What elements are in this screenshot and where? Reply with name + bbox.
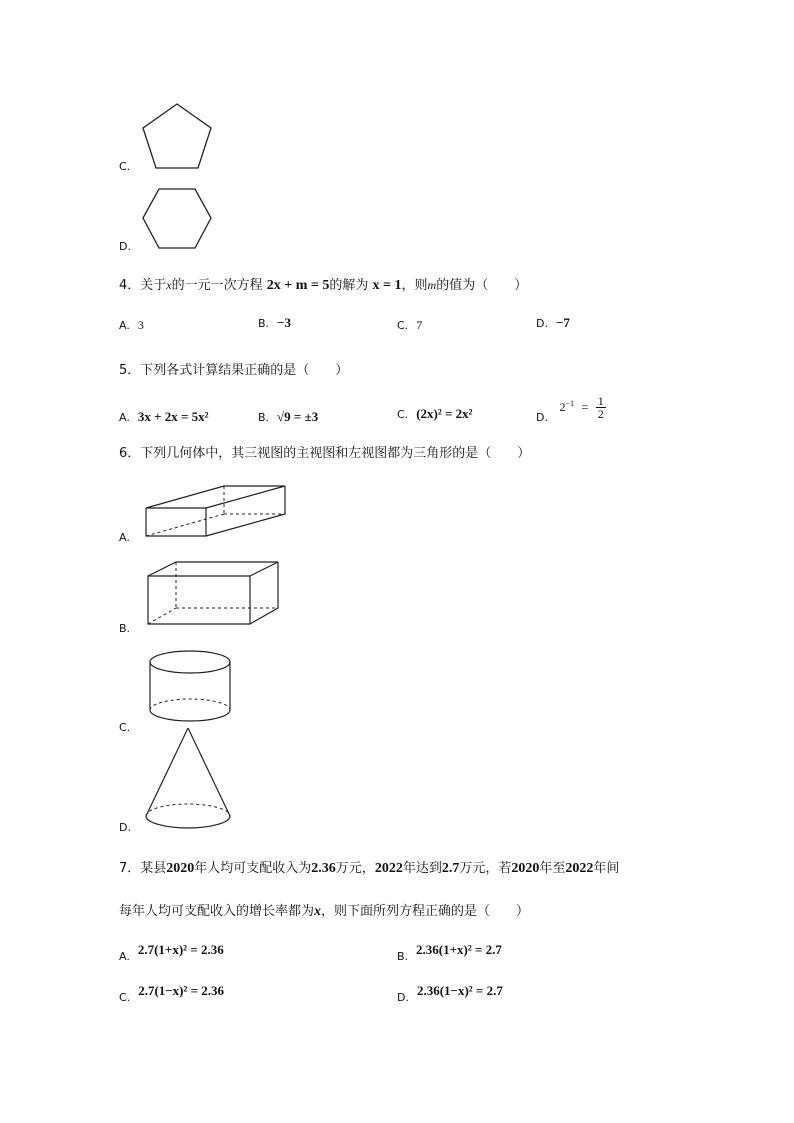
option-value: 3x + 2x = 5x² — [137, 409, 209, 424]
q4-option-a[interactable] — [119, 318, 144, 333]
option-value: √9 = ±3 — [277, 409, 319, 424]
q4-var-x: x — [166, 278, 172, 292]
q7-option-b[interactable] — [397, 942, 502, 963]
option-value: (2x)² = 2x² — [416, 406, 473, 421]
q5-option-b[interactable] — [258, 409, 318, 425]
q3-option-d-label[interactable]: D. — [119, 240, 131, 253]
q7-option-d[interactable] — [397, 983, 503, 1004]
option-value: 7 — [416, 318, 423, 332]
q4-text-3: 的解为 — [329, 278, 369, 293]
q7-text: 万元， — [335, 861, 375, 876]
q7-text: ，则下面所列方程正确的是（ ） — [321, 904, 530, 919]
q7-value: 2.36 — [311, 861, 336, 876]
q4-text-1: 4．关于 — [119, 278, 167, 293]
q5-d-fraction — [596, 395, 606, 420]
q5-option-c[interactable] — [397, 406, 473, 422]
q7-year: 2020 — [511, 861, 540, 876]
q5-d-exp: −1 — [565, 398, 574, 408]
q7-text: 每年人均可支配收入的增长率都为 — [119, 904, 315, 919]
cone-figure — [144, 726, 234, 836]
option-label: B. — [258, 317, 270, 330]
q5-stem: 5．下列各式计算结果正确的是（ ） — [119, 363, 349, 378]
option-value: 2.36(1−x)² = 2.7 — [416, 983, 503, 998]
flat-cuboid-figure — [144, 484, 294, 540]
fraction-numerator: 1 — [597, 394, 604, 408]
option-value: −3 — [277, 315, 291, 330]
q4-option-c[interactable] — [397, 318, 422, 333]
fraction-denominator: 2 — [597, 407, 604, 421]
option-value: 2.7(1+x)² = 2.36 — [137, 942, 224, 957]
q5-option-a[interactable] — [119, 409, 209, 425]
q7-text: 年达到 — [402, 861, 442, 876]
option-label: C. — [397, 408, 409, 421]
q7-value: 2.7 — [441, 861, 460, 876]
option-label: A. — [119, 319, 130, 332]
option-value: −7 — [555, 315, 570, 330]
q4-var-m: m — [427, 278, 437, 292]
option-value: 2.7(1−x)² = 2.36 — [138, 983, 225, 998]
q4-text-5: 的值为（ ） — [436, 278, 528, 293]
q5-d-eq: = — [581, 400, 589, 414]
option-label: D. — [397, 991, 409, 1004]
q4-option-d[interactable] — [536, 315, 570, 331]
q4-solution: x = 1 — [372, 278, 402, 293]
cylinder-figure — [148, 649, 234, 725]
option-label: B. — [258, 411, 270, 424]
q6-stem: 6．下列几何体中，其三视图的主视图和左视图都为三角形的是（ ） — [119, 446, 531, 461]
option-value: 2.36(1+x)² = 2.7 — [416, 942, 502, 957]
q7-option-a[interactable] — [119, 942, 224, 963]
option-label: A. — [119, 950, 130, 963]
q7-text: 7．某县 — [119, 861, 167, 876]
q5-option-d[interactable] — [536, 394, 606, 424]
q7-year: 2022 — [565, 861, 594, 876]
option-label: D. — [536, 317, 548, 330]
q4-stem — [119, 274, 527, 294]
q4-equation: 2x + m = 5 — [266, 278, 330, 293]
q7-text: 年至 — [539, 861, 566, 876]
q6-option-c-label[interactable]: C. — [119, 721, 131, 734]
q4-text-2: 的一元一次方程 — [171, 278, 263, 293]
q7-option-c[interactable] — [119, 983, 225, 1004]
hexagon-figure — [138, 187, 218, 251]
q4-text-4: ，则 — [401, 278, 428, 293]
option-label: C. — [397, 319, 409, 332]
pentagon-figure — [138, 102, 218, 172]
option-label: D. — [536, 411, 548, 424]
q4-option-b[interactable] — [258, 315, 291, 331]
q7-text: 年人均可支配收入为 — [194, 861, 312, 876]
q7-text: 万元，若 — [459, 861, 512, 876]
q7-year: 2020 — [166, 861, 195, 876]
cuboid-figure — [146, 560, 282, 626]
q7-text: 年间 — [593, 861, 620, 876]
option-label: B. — [397, 950, 409, 963]
q6-option-a-label[interactable]: A. — [119, 531, 130, 544]
q5-d-base: 2 — [559, 400, 566, 414]
q7-year: 2022 — [374, 861, 403, 876]
option-value: 3 — [137, 318, 144, 332]
option-label: C. — [119, 991, 131, 1004]
q3-option-c-label[interactable]: C. — [119, 160, 131, 173]
q6-option-b-label[interactable]: B. — [119, 622, 131, 635]
q7-var-x: x — [314, 904, 322, 919]
option-label: A. — [119, 411, 130, 424]
q7-stem-line1 — [119, 857, 619, 877]
q7-stem-line2 — [119, 900, 529, 920]
q6-option-d-label[interactable]: D. — [119, 821, 131, 834]
